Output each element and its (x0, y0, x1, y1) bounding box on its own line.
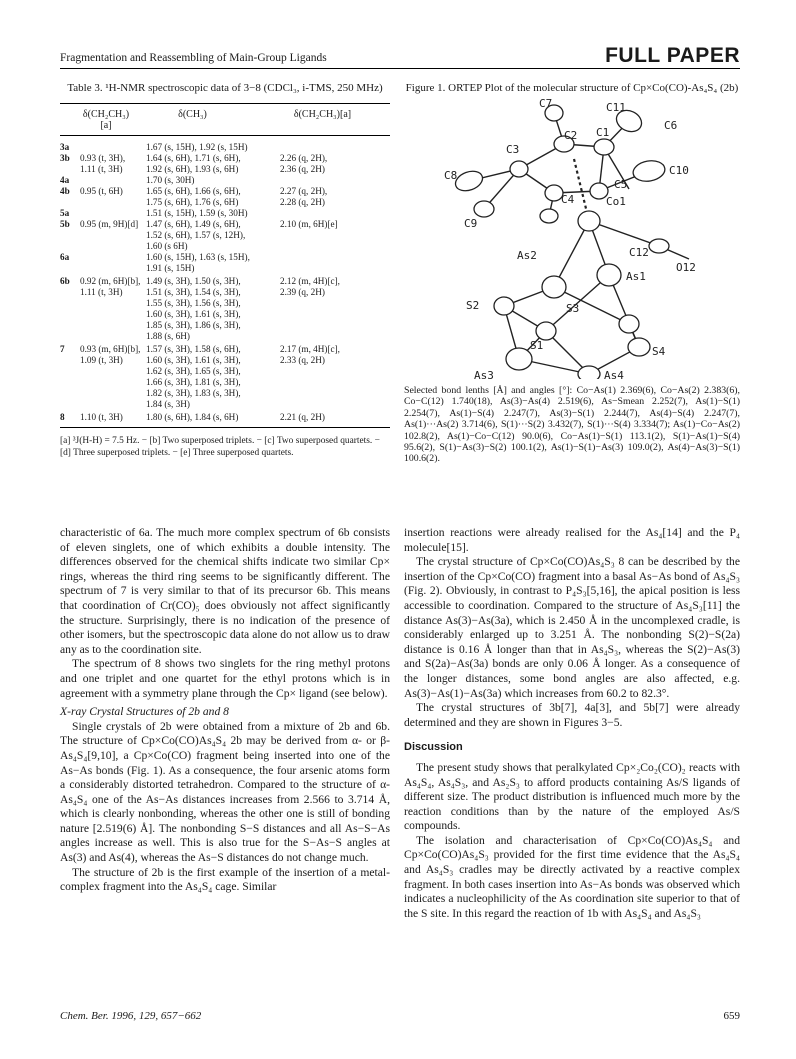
compound-id: 5b (60, 219, 70, 229)
journal-citation: Chem. Ber. 1996, 129, 657−662 (60, 1010, 202, 1022)
atom-label-c6: C6 (664, 119, 678, 132)
atom-label-s4: S4 (652, 345, 666, 358)
atom-label-as1: As1 (626, 270, 646, 283)
column-header-ethyl-ch3: δ(CH₂CH₃)[a] (82, 109, 130, 131)
atom-label-c1: C1 (596, 126, 610, 139)
cell-methyl: 1.70 (s, 30H) (146, 175, 195, 185)
cell-methyl: 1.47 (s, 6H), 1.49 (s, 6H), 1.52 (s, 6H), 1.57 (s, 12H), 1.60 (s 6H) (146, 219, 246, 251)
compound-id: 3b (60, 153, 70, 163)
table-row (60, 344, 390, 410)
section-label: FULL PAPER (605, 44, 740, 67)
running-head (60, 44, 740, 72)
atom-label-co1: Co1 (606, 195, 626, 208)
paragraph: insertion reactions were already realised for the As₄[14] and the P₄ molecule[15]. (404, 526, 740, 554)
cell-ethyl-ch2 (280, 175, 390, 186)
cell-ethyl-ch3: 0.95 (t, 6H) (80, 186, 123, 196)
column-header-ethyl-ch2: δ(CH₂CH₃)[a] (293, 109, 352, 120)
atom-label-o12: O12 (676, 261, 696, 274)
cell-ethyl-ch2: 2.10 (m, 6H)[e] (280, 219, 338, 229)
cell-methyl: 1.51 (s, 15H), 1.59 (s, 30H) (146, 208, 248, 218)
cell-ethyl-ch3: 0.93 (m, 6H)[b], 1.09 (t, 3H) (80, 344, 141, 365)
paragraph: The spectrum of 8 shows two singlets for the ring methyl protons and one triplet and one quartet for the ethyl protons which is in agreement with a symmetry plane through the Cp× ligand (see below). (60, 657, 390, 700)
cell-ethyl-ch3 (80, 142, 146, 153)
paragraph: Single crystals of 2b were obtained from a mixture of 2b and 6b. The structure of Cp×Co(CO)As₄S₄ 2b may be derived from α- or β-As₄S₄[9,10], a Cp×Co(CO) fragment being inserted into one of the As−As bonds (Fig. 1). As a consequence, the four arsenic atoms form a considerably distorted tetrahedron. Compared to the structure of α-As₄S₄ one of the As−As distances increases from 2.566 to 3.714 Å, which is clearly nonbonding, whereas the other one is still of bonding nature [2.519(6) Å]. The nonbonding S−S distances and all As−S−As angles increase as well. This is also true for the S−As−S angles at As(3) and As(4), whereas the As−S distances do not change much. (60, 719, 390, 865)
atom-label-s1: S1 (530, 339, 544, 352)
section-heading: Discussion (404, 741, 463, 754)
cell-methyl: 1.60 (s, 15H), 1.63 (s, 15H), 1.91 (s, 15H) (146, 252, 250, 273)
table-caption: Table 3. ¹H-NMR spectroscopic data of 3−8 (CDCl₃, i-TMS, 250 MHz) (67, 82, 383, 94)
cell-methyl: 1.65 (s, 6H), 1.66 (s, 6H), 1.75 (s, 6H), 1.76 (s, 6H) (146, 186, 241, 207)
cell-methyl: 1.49 (s, 3H), 1.50 (s, 3H), 1.51 (s, 3H), 1.54 (s, 3H), 1.55 (s, 3H), 1.56 (s, 3H), 1.60 (s, 3H), 1.61 (s, 3H), 1.85 (s, 3H), 1.86 (s, 3H), 1.88 (s, 6H) (146, 276, 241, 341)
figure-legend: Selected bond lenths [Å] and angles [°]: Co−As(1) 2.369(6), Co−As(2) 2.383(6), Co−C(12) 1.740(18), As(3)−As(4) 2.519(6), As−Smean 2.252(7), As(1)−S(1) 2.254(7), As(1)−S(4) 2.247(7), As(3)−S(1) 2.244(7), As(4)−S(4) 2.247(7), As(1)···As(2) 3.714(6), S(1)···S(2) 3.432(7), S(1)···S(4) 3.334(7); As(1)−Co−As(2) 102.8(2), As(1)−Co−C(12) 90.0(6), Co−As(1)−S(1) 113.1(2), S(1)−As(1)−S(4) 95.6(2), S(1)−As(3)−S(2) 100.1(2), As(1)−S(1)−As(3) 109.0(2), As(4)−As(3)−S(1) 100.6(2). (404, 385, 740, 465)
page-number: 659 (723, 1010, 740, 1022)
paragraph: The present study shows that peralkylated Cp×₂Co₂(CO)₂ reacts with As₄S₄, As₄S₃, and As₂S₃ to afford products containing As/S ligands of different size. The product distribution is influenced much more by the reaction conditions than by the nature of the employed As/S compounds. (404, 760, 740, 833)
paragraph: characteristic of 6a. The much more complex spectrum of 6b consists of eleven singlets, one of which exhibits a double intensity. The differences observed for the chemical shifts indicate two similar Cp× rings, whereas the third ring seems to be significantly different. The spectrum of 7 is very similar to that of its precursor 6b. This means that coordination of Cr(CO)₅ does obviously not affect significantly the structure. Surprisingly, there is no indication of the presence of other isomers, but the spectroscopic data alone do not allow us to draw any as to the coordination site. (60, 526, 390, 656)
paragraph: The structure of 2b is the first example of the insertion of a metal-complex fragment into the As₄S₄ cage. Similar (60, 865, 390, 894)
cell-ethyl-ch2: 2.12 (m, 4H)[c], 2.39 (q, 2H) (280, 276, 340, 297)
compound-id: 5a (60, 208, 70, 218)
paragraph: The crystal structure of Cp×Co(CO)As₄S₃ 8 can be described by the insertion of the Cp×Co(CO) fragment into a basal As−As bond of As₄S₃ (Fig. 2). Obviously, in contrast to P₄S₃[5,16], the apical position is less accessible to coordination. Compared to the structure of As₄S₃[11] the distance As(3)−As(3a), which is 2.450 Å in the uncomplexed cradle, is considerably enlarged up to 3.251 Å. The nonbonding S(2)−S(2a) distance is 0.16 Å longer than that in As₄S₃, whereas the S(2)−As(3) and S(2a)−As(3a) bonds are only 0.06 Å longer. As a consequence of the longer distances, some bond angles are also affected, e.g. As(3)−As(1)−As(3a) which increases from 60.2 to 82.3°. (404, 555, 740, 700)
atom-label-c8: C8 (444, 169, 458, 182)
cell-ethyl-ch3 (80, 208, 146, 219)
column-header-methyl: δ(CH₃) (178, 109, 207, 120)
atom-label-s2: S2 (466, 299, 480, 312)
cell-methyl: 1.64 (s, 6H), 1.71 (s, 6H), 1.92 (s, 6H), 1.93 (s, 6H) (146, 153, 241, 174)
table-row (60, 412, 390, 423)
table-3 (60, 82, 390, 459)
atom-label-c7: C7 (539, 99, 553, 110)
table-row (60, 175, 390, 186)
figure-1 (404, 82, 740, 465)
cell-methyl: 1.57 (s, 3H), 1.58 (s, 6H), 1.60 (s, 3H), 1.61 (s, 3H), 1.62 (s, 3H), 1.65 (s, 3H), 1.66 (s, 3H), 1.81 (s, 3H), 1.82 (s, 3H), 1.83 (s, 3H), 1.84 (s, 3H) (146, 344, 241, 409)
atom-label-as4: As4 (604, 369, 624, 379)
cell-ethyl-ch3 (80, 175, 146, 186)
compound-id: 8 (60, 412, 65, 422)
left-column (60, 526, 390, 895)
cell-ethyl-ch3: 0.95 (m, 9H)[d] (80, 219, 139, 229)
table-row (60, 276, 390, 342)
table-footnotes: [a] ³J(H-H) = 7.5 Hz. − [b] Two superposed triplets. − [c] Two superposed quartets. − [d] Three superposed triplets. − [e] Three superposed quartets. (60, 436, 380, 458)
table-row (60, 252, 390, 274)
cell-ethyl-ch3 (80, 252, 146, 274)
cell-ethyl-ch2 (280, 252, 390, 274)
compound-id: 4a (60, 175, 70, 185)
compound-id: 3a (60, 142, 70, 152)
atom-label-s3: S3 (566, 302, 580, 315)
atom-label-c3: C3 (506, 143, 520, 156)
running-title: Fragmentation and Reassembling of Main-Group Ligands (60, 52, 327, 64)
table-bottom-rule (60, 427, 390, 428)
header-rule (60, 68, 740, 69)
table-row (60, 142, 390, 153)
cell-ethyl-ch2: 2.21 (q, 2H) (280, 412, 325, 422)
atom-label-as2: As2 (517, 249, 537, 262)
table-row (60, 208, 390, 219)
cell-ethyl-ch3: 0.92 (m, 6H)[b], 1.11 (t, 3H) (80, 276, 141, 297)
figure-caption: Figure 1. ORTEP Plot of the molecular structure of Cp×Co(CO)-As₄S₄ (2b) (405, 82, 739, 94)
cell-ethyl-ch2 (280, 142, 390, 153)
atom-label-c11: C11 (606, 101, 626, 114)
compound-id: 7 (60, 344, 65, 354)
compound-id: 4b (60, 186, 70, 196)
cell-ethyl-ch2: 2.26 (q, 2H), 2.36 (q, 2H) (280, 153, 328, 174)
cell-ethyl-ch2: 2.27 (q, 2H), 2.28 (q, 2H) (280, 186, 328, 207)
table-row (60, 186, 390, 208)
atom-label-c9: C9 (464, 217, 478, 230)
atom-label-c2: C2 (564, 129, 578, 142)
paragraph: The isolation and characterisation of Cp×Co(CO)As₄S₄ and Cp×Co(CO)As₄S₃ provided for the first time evidence that the As₄S₄ and As₄S₃ cradles may be directly activated by a reactive complex fragment. In both cases insertion into As−As bonds was observed which indicates a nucleophilicity of the As coordination site superior to that of the S site. In this regard the reaction of 1b with As₄S₄ and As₄S₃ (404, 833, 740, 920)
compound-id: 6a (60, 252, 70, 262)
table-row (60, 219, 390, 252)
section-heading: X-ray Crystal Structures of 2b and 8 (60, 705, 229, 719)
cell-ethyl-ch3: 0.93 (t, 3H), 1.11 (t, 3H) (80, 153, 126, 174)
cell-ethyl-ch2 (280, 208, 390, 219)
table-header-row (60, 104, 390, 136)
atom-label-as3: As3 (474, 369, 494, 379)
ortep-plot (414, 99, 714, 379)
right-column (404, 526, 740, 921)
table-body (60, 142, 390, 423)
compound-id: 6b (60, 276, 70, 286)
table-row (60, 153, 390, 175)
atom-label-c4: C4 (561, 193, 575, 206)
cell-ethyl-ch2: 2.17 (m, 4H)[c], 2.33 (q, 2H) (280, 344, 340, 365)
cell-methyl: 1.80 (s, 6H), 1.84 (s, 6H) (146, 412, 239, 422)
atom-label-c12: C12 (629, 246, 649, 259)
cell-ethyl-ch3: 1.10 (t, 3H) (80, 412, 123, 422)
cell-methyl: 1.67 (s, 15H), 1.92 (s, 15H) (146, 142, 248, 152)
paragraph: The crystal structures of 3b[7], 4a[3], and 5b[7] were already determined and they are shown in Figures 3−5. (404, 701, 740, 729)
atom-label-c10: C10 (669, 164, 689, 177)
atom-label-c5: C5 (614, 178, 628, 191)
atom-ellipsoids (453, 105, 669, 379)
